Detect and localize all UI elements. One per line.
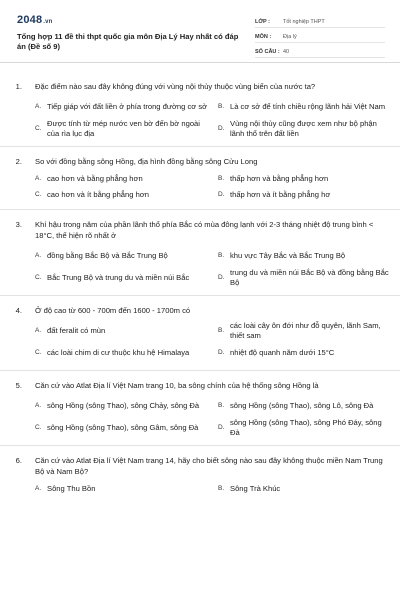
- question-text: Đặc điểm nào sau đây không đúng với vùng nội thủy thuộc vùng biển của nước ta?: [35, 82, 316, 91]
- question: [0, 147, 400, 210]
- option-a[interactable]: [35, 171, 210, 187]
- site-logo[interactable]: [17, 14, 53, 26]
- question-text: Căn cứ vào Atlat Địa lí Việt Nam trang 14, hãy cho biết sông nào sau đây không thuộc miền Nam Trung Bộ và Nam Bộ?: [35, 456, 383, 476]
- option-d[interactable]: [218, 187, 393, 203]
- option-text: nhiệt độ quanh năm dưới 15°C: [230, 347, 335, 357]
- option-text: thấp hơn và bằng phẳng hơn: [230, 173, 329, 183]
- option-d[interactable]: [218, 267, 393, 289]
- option-letter: D.: [218, 124, 225, 132]
- option-b[interactable]: [218, 395, 393, 417]
- options: [35, 171, 400, 203]
- option-text: Vùng nội thủy cũng được xem như bộ phận lãnh thổ trên đất liền: [230, 118, 377, 138]
- option-b[interactable]: [218, 245, 393, 267]
- question-stem: [0, 455, 400, 477]
- option-letter: A.: [35, 174, 42, 182]
- option-letter: A.: [35, 401, 42, 409]
- option-a[interactable]: [35, 245, 210, 267]
- document-meta: [255, 13, 385, 58]
- option-d[interactable]: [218, 417, 393, 439]
- option-text: các loài chim di cư thuộc khu hệ Himalaya: [47, 347, 190, 357]
- options: [35, 320, 400, 364]
- option-c[interactable]: [35, 267, 210, 289]
- option-a[interactable]: [35, 481, 210, 497]
- option-text: đồng bằng Bắc Bộ và Bắc Trung Bộ: [47, 250, 168, 260]
- question-number: 1.: [15, 82, 22, 91]
- option-text: sông Hồng (sông Thao), sông Chảy, sông Đà: [47, 400, 200, 410]
- option-b[interactable]: [218, 96, 393, 118]
- option-b[interactable]: [218, 320, 393, 342]
- question-number: 2.: [15, 157, 22, 166]
- option-a[interactable]: [35, 320, 210, 342]
- option-c[interactable]: [35, 187, 210, 203]
- option-b[interactable]: [218, 171, 393, 187]
- question-text: So với đồng bằng sông Hồng, địa hình đồng bằng sông Cửu Long: [35, 157, 258, 166]
- options: [35, 395, 400, 439]
- option-text: thấp hơn và ít bằng phẳng hơ: [230, 189, 331, 199]
- question-stem: [0, 81, 400, 92]
- option-text: Là cơ sở để tính chiều rộng lãnh hải Việt Nam: [230, 101, 386, 111]
- question: [0, 371, 400, 446]
- option-text: sông Hồng (sông Thao), sông Lô, sông Đà: [230, 400, 374, 410]
- question: [0, 72, 400, 147]
- option-letter: C.: [35, 423, 42, 431]
- option-d[interactable]: [218, 118, 393, 140]
- meta-value: Tốt nghiệp THPT: [283, 19, 325, 25]
- meta-label: SỐ CÂU :: [255, 49, 280, 55]
- logo-suffix: .vn: [43, 19, 53, 25]
- question-text: Ở độ cao từ 600 - 700m đến 1600 - 1700m có: [35, 306, 191, 315]
- logo-main: 2048: [17, 14, 43, 26]
- question-stem: [0, 219, 400, 241]
- option-letter: D.: [218, 190, 225, 198]
- option-letter: B.: [218, 174, 225, 182]
- option-text: Tiếp giáp với đất liền ở phía trong đường cơ sở: [47, 101, 208, 111]
- meta-label: MÔN :: [255, 34, 272, 40]
- meta-label: LỚP :: [255, 19, 270, 25]
- option-letter: B.: [218, 102, 225, 110]
- option-text: cao hơn và bằng phẳng hơn: [47, 173, 143, 183]
- option-text: sông Hồng (sông Thao), sông Phó Đáy, sông Đà: [230, 417, 382, 437]
- meta-row-count: [255, 43, 385, 58]
- option-c[interactable]: [35, 118, 210, 140]
- question-text: Khí hậu trong năm của phần lãnh thổ phía Bắc có mùa đông lạnh với 2-3 tháng nhiệt độ trung bình < 18°C, thể hiện rõ nhất ở: [35, 220, 374, 240]
- question-list: [0, 72, 400, 503]
- question-text: Căn cứ vào Atlat Địa lí Việt Nam trang 10, ba sông chính của hệ thống sông Hồng là: [35, 381, 319, 390]
- options: [35, 96, 400, 140]
- option-letter: D.: [218, 348, 225, 356]
- option-letter: C.: [35, 190, 42, 198]
- option-text: Sông Thu Bồn: [47, 483, 96, 493]
- option-c[interactable]: [35, 342, 210, 364]
- option-a[interactable]: [35, 395, 210, 417]
- option-text: trung du và miền núi Bắc Bộ và đồng bằng Bắc Bộ: [230, 267, 389, 287]
- option-text: đất feralit có mùn: [47, 325, 106, 335]
- option-letter: B.: [218, 251, 225, 259]
- meta-row-class: [255, 13, 385, 28]
- option-letter: C.: [35, 273, 42, 281]
- question-number: 6.: [15, 456, 22, 465]
- option-letter: A.: [35, 326, 42, 334]
- option-text: Sông Trà Khúc: [230, 483, 281, 493]
- option-text: Được tính từ mép nước ven bờ đến bờ ngoài của rìa lục địa: [47, 118, 200, 138]
- question-number: 4.: [15, 306, 22, 315]
- option-letter: C.: [35, 348, 42, 356]
- option-a[interactable]: [35, 96, 210, 118]
- option-b[interactable]: [218, 481, 393, 497]
- option-letter: A.: [35, 484, 42, 492]
- option-letter: A.: [35, 102, 42, 110]
- option-letter: D.: [218, 273, 225, 281]
- document-header: [0, 0, 400, 63]
- option-letter: B.: [218, 484, 225, 492]
- option-letter: C.: [35, 124, 42, 132]
- option-text: khu vực Tây Bắc và Bắc Trung Bộ: [230, 250, 346, 260]
- meta-row-subject: [255, 28, 385, 43]
- option-text: sông Hồng (sông Thao), sông Gâm, sông Đà: [47, 422, 199, 432]
- option-text: cao hơn và ít bằng phẳng hơn: [47, 189, 150, 199]
- question: [0, 446, 400, 503]
- question-number: 3.: [15, 220, 22, 229]
- meta-value: Địa lý: [283, 34, 297, 40]
- option-letter: B.: [218, 401, 225, 409]
- option-letter: B.: [218, 326, 225, 334]
- option-text: các loài cây ôn đới như đỗ quyên, lãnh Sam, thiết sam: [230, 320, 381, 340]
- document-title: Tổng hợp 11 đề thi thpt quốc gia môn Địa Lý Hay nhất có đáp án (Đề số 9): [17, 32, 239, 51]
- option-text: Bắc Trung Bộ và trung du và miền núi Bắc: [47, 272, 190, 282]
- options: [35, 245, 400, 289]
- option-d[interactable]: [218, 342, 393, 364]
- option-letter: D.: [218, 423, 225, 431]
- options: [35, 481, 400, 497]
- question: [0, 296, 400, 371]
- meta-value: 40: [283, 49, 290, 55]
- question-stem: [0, 156, 400, 167]
- question-stem: [0, 380, 400, 391]
- option-letter: A.: [35, 251, 42, 259]
- option-c[interactable]: [35, 417, 210, 439]
- question-number: 5.: [15, 381, 22, 390]
- question: [0, 210, 400, 296]
- question-stem: [0, 305, 400, 316]
